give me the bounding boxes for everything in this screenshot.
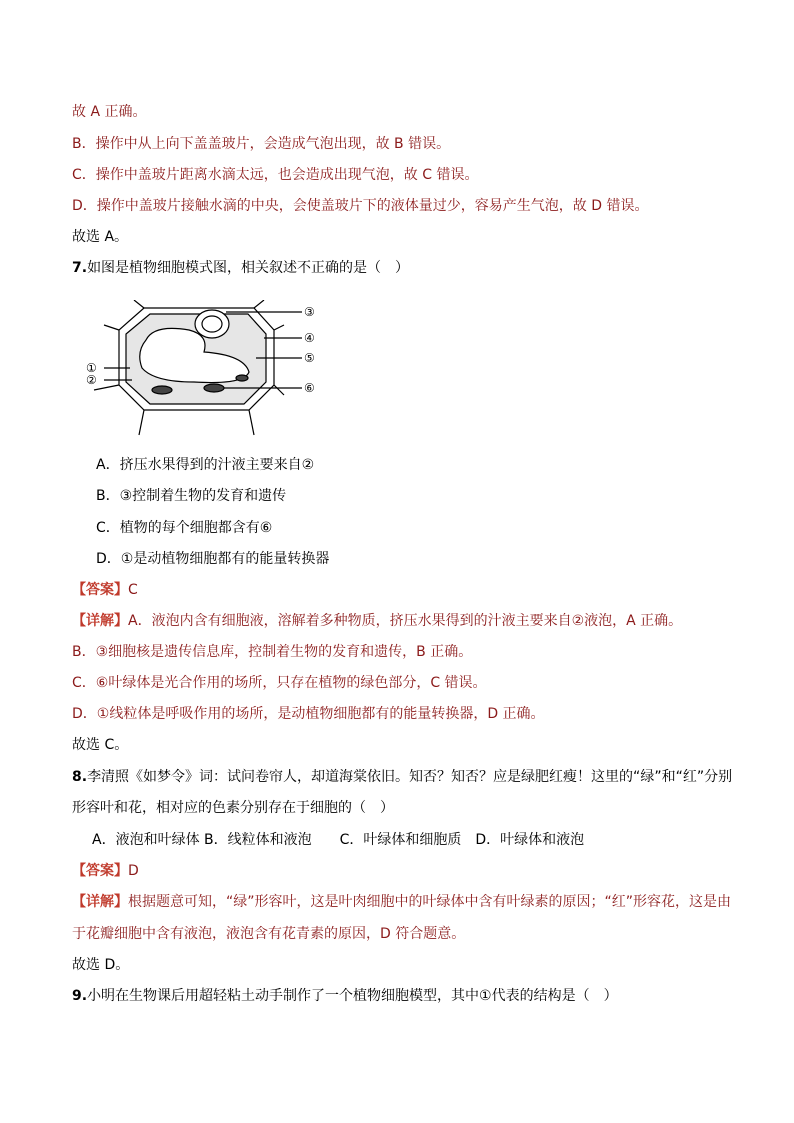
answer-tag: 【答案】 — [72, 863, 128, 879]
q7-detail-b: B．③细胞核是遗传信息库，控制着生物的发育和遗传，B 正确。 — [72, 644, 473, 660]
label-6: ⑥ — [304, 381, 315, 395]
q8-stem-text: 李清照《如梦令》词：试问卷帘人，却道海棠依旧。知否？知否？应是绿肥红瘦！这里的“绿”和“红”分别 — [87, 769, 733, 785]
answer-value: C — [128, 582, 138, 598]
label-5: ⑤ — [304, 351, 315, 365]
prev-explanation-line: D．操作中盖玻片接触水滴的中央，会使盖玻片下的液体量过少，容易产生气泡，故 D 错误。 — [72, 198, 649, 214]
q8-stem-cont: 形容叶和花，相对应的色素分别存在于细胞的（ ） — [72, 800, 394, 816]
label-3: ③ — [304, 305, 315, 319]
plant-cell-diagram — [84, 300, 324, 440]
q7-conclusion: 故选 C。 — [72, 737, 129, 753]
detail-text: A．液泡内含有细胞液，溶解着多种物质，挤压水果得到的汁液主要来自②液泡，A 正确。 — [128, 613, 683, 629]
prev-explanation-line: B．操作中从上向下盖盖玻片，会造成气泡出现，故 B 错误。 — [72, 136, 451, 152]
q9-stem — [72, 986, 618, 1006]
q8-stem — [72, 767, 732, 787]
q8-options: A．液泡和叶绿体 B．线粒体和液泡 C．叶绿体和细胞质 D．叶绿体和液泡 — [92, 832, 585, 848]
q7-option-c: C．植物的每个细胞都含有⑥ — [96, 520, 273, 536]
detail-tag: 【详解】 — [72, 894, 128, 910]
prev-conclusion: 故选 A。 — [72, 229, 129, 245]
answer-value: D — [128, 863, 139, 879]
q7-option-b: B．③控制着生物的发育和遗传 — [96, 488, 287, 504]
q7-option-a: A．挤压水果得到的汁液主要来自② — [96, 457, 315, 473]
detail-tag: 【详解】 — [72, 613, 128, 629]
label-2: ② — [86, 373, 97, 387]
prev-explanation-line: C．操作中盖玻片距离水滴太远，也会造成出现气泡，故 C 错误。 — [72, 167, 479, 183]
q8-answer — [72, 861, 139, 881]
prev-explanation-line: 故 A 正确。 — [72, 104, 147, 120]
q8-detail — [72, 892, 731, 912]
q7-stem — [72, 258, 409, 278]
q7-answer — [72, 580, 138, 600]
label-4: ④ — [304, 331, 315, 345]
q8-conclusion: 故选 D。 — [72, 957, 130, 973]
label-1: ① — [86, 361, 97, 375]
q7-detail — [72, 611, 682, 631]
q9-stem-text: 小明在生物课后用超轻粘土动手制作了一个植物细胞模型，其中①代表的结构是（ ） — [87, 988, 618, 1004]
q7-option-d: D．①是动植物细胞都有的能量转换器 — [96, 551, 330, 567]
q7-stem-text: 如图是植物细胞模式图，相关叙述不正确的是（ ） — [87, 260, 410, 276]
q8-number: 8. — [72, 769, 88, 785]
q7-number: 7. — [72, 260, 88, 276]
q8-detail-cont: 于花瓣细胞中含有液泡，液泡含有花青素的原因，D 符合题意。 — [72, 926, 466, 942]
detail-text: 根据题意可知，“绿”形容叶，这是叶肉细胞中的叶绿体中含有叶绿素的原因；“红”形容花，这是由 — [128, 894, 732, 910]
q9-number: 9. — [72, 988, 88, 1004]
answer-tag: 【答案】 — [72, 582, 128, 598]
q7-detail-d: D．①线粒体是呼吸作用的场所，是动植物细胞都有的能量转换器，D 正确。 — [72, 706, 545, 722]
q7-detail-c: C．⑥叶绿体是光合作用的场所，只存在植物的绿色部分，C 错误。 — [72, 675, 487, 691]
